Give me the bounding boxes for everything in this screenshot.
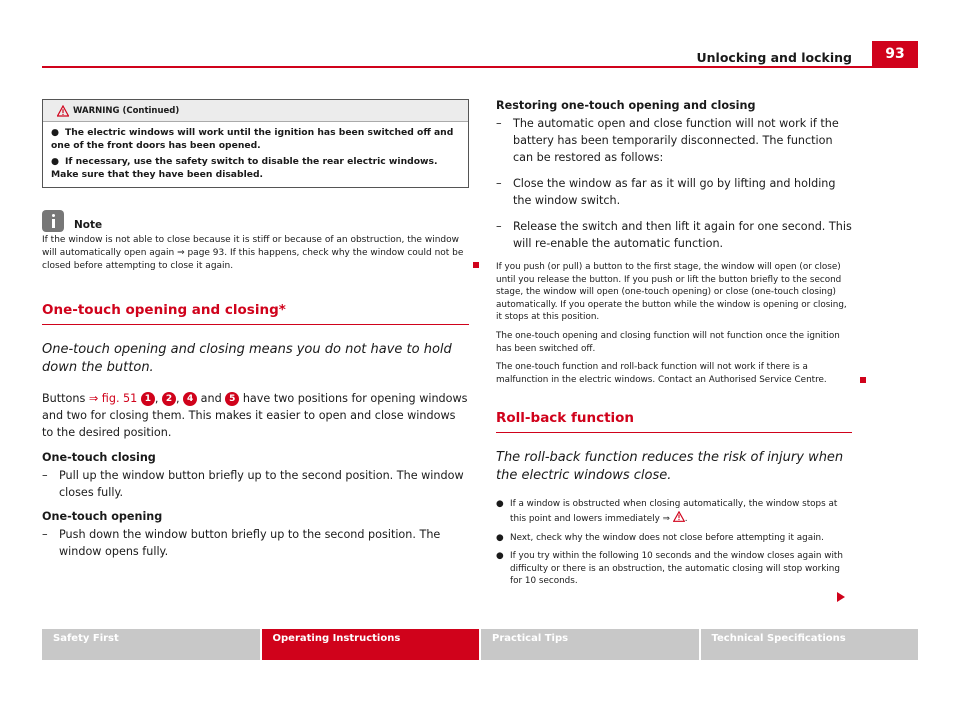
end-marker-icon — [473, 262, 479, 268]
warning-triangle-icon — [673, 511, 685, 522]
step-item: – The automatic open and close function will not work if the battery has been temporarily disconnected. The function can be restored as follows: — [496, 117, 839, 164]
warning-body — [43, 122, 468, 187]
warning-triangle-icon — [57, 105, 69, 117]
right-column — [496, 99, 852, 594]
end-marker-icon — [860, 377, 866, 383]
list-item: ● Next, check why the window does not close before attempting it again. — [496, 532, 824, 543]
footer-tab-safety-first[interactable]: Safety First — [42, 629, 260, 660]
footer-tab-operating-instructions[interactable]: Operating Instructions — [262, 629, 480, 660]
body-paragraph: The one-touch opening and closing function will not function once the ignition has been switched off. — [496, 330, 840, 354]
running-header-title: Unlocking and locking — [696, 50, 852, 65]
note-text: If the window is not able to close because it is stiff or because of an obstruction, the window will automatically open again ⇒ page 93. If this happens, check why the window could not be closed before attempting to close it again. — [42, 235, 464, 271]
list-item: ● If a window is obstructed when closing automatically, the window stops at this point and lowers immediately ⇒ . — [496, 499, 838, 524]
subheading-closing: One-touch closing — [42, 451, 156, 465]
section-subtitle-one-touch: One-touch opening and closing means you do not have to hold down the button. — [42, 342, 452, 376]
footer-tab-practical-tips[interactable]: Practical Tips — [481, 629, 699, 660]
section-title-rollback: Roll-back function — [496, 410, 852, 433]
button-number-badge: 4 — [183, 392, 197, 406]
warning-title: WARNING (Continued) — [73, 105, 180, 116]
subheading-restoring: Restoring one-touch opening and closing — [496, 99, 756, 112]
left-column — [42, 99, 469, 569]
step-item: – Close the window as far as it will go by lifting and holding the window switch. — [496, 177, 836, 207]
warning-header — [43, 100, 468, 122]
header-rule — [42, 66, 918, 68]
section-title-one-touch: One-touch opening and closing* — [42, 302, 469, 325]
warning-item: ● If necessary, use the safety switch to disable the rear electric windows. Make sure that they have been disabled. — [51, 156, 438, 180]
step-item: – Pull up the window button briefly up to the second position. The window closes fully. — [42, 469, 464, 500]
note-title: Note — [74, 219, 103, 232]
fig-reference-link[interactable]: ⇒ fig. 51 — [88, 392, 138, 406]
button-number-badge: 5 — [225, 392, 239, 406]
footer-nav — [42, 629, 918, 660]
button-number-badge: 1 — [141, 392, 155, 406]
footer-tab-technical-specifications[interactable]: Technical Specifications — [701, 629, 919, 660]
body-paragraph: If you push (or pull) a button to the first stage, the window will open (or close) until you release the button. If you push or lift the button briefly to the second stage, the window will open (one-touch opening) or close (one-touch closing) automatically. If you operate the button while the window is opening or closing, it stops at this position. — [496, 262, 847, 323]
page-number: 93 — [872, 41, 918, 68]
warning-item: ● The electric windows will work until the ignition has been switched off and one of the front doors has been opened. — [51, 127, 454, 151]
body-paragraph: The one-touch function and roll-back function will not work if there is a malfunction in the electric windows. Contact an Authorised Service Centre. — [496, 361, 852, 386]
button-number-badge: 2 — [162, 392, 176, 406]
warning-box — [42, 99, 469, 188]
step-item: – Push down the window button briefly up to the second position. The window opens fully. — [42, 528, 441, 559]
note-block — [42, 210, 469, 272]
info-note-icon — [42, 210, 64, 232]
list-item: ● If you try within the following 10 seconds and the window closes again with difficulty or there is an obstruction, the automatic closing will stop working for 10 seconds. — [496, 551, 843, 587]
subheading-opening: One-touch opening — [42, 510, 163, 524]
step-item: – Release the switch and then lift it again for one second. This will re-enable the automatic function. — [496, 220, 852, 250]
continue-arrow-icon — [837, 592, 845, 602]
section-subtitle-rollback: The roll-back function reduces the risk of injury when the electric windows close. — [496, 450, 844, 484]
one-touch-intro: Buttons ⇒ fig. 51 1 , 2 , 4 and 5 have two positions for opening windows and two for closing them. This makes it easier to open and close windows to the desired position. — [42, 392, 468, 440]
